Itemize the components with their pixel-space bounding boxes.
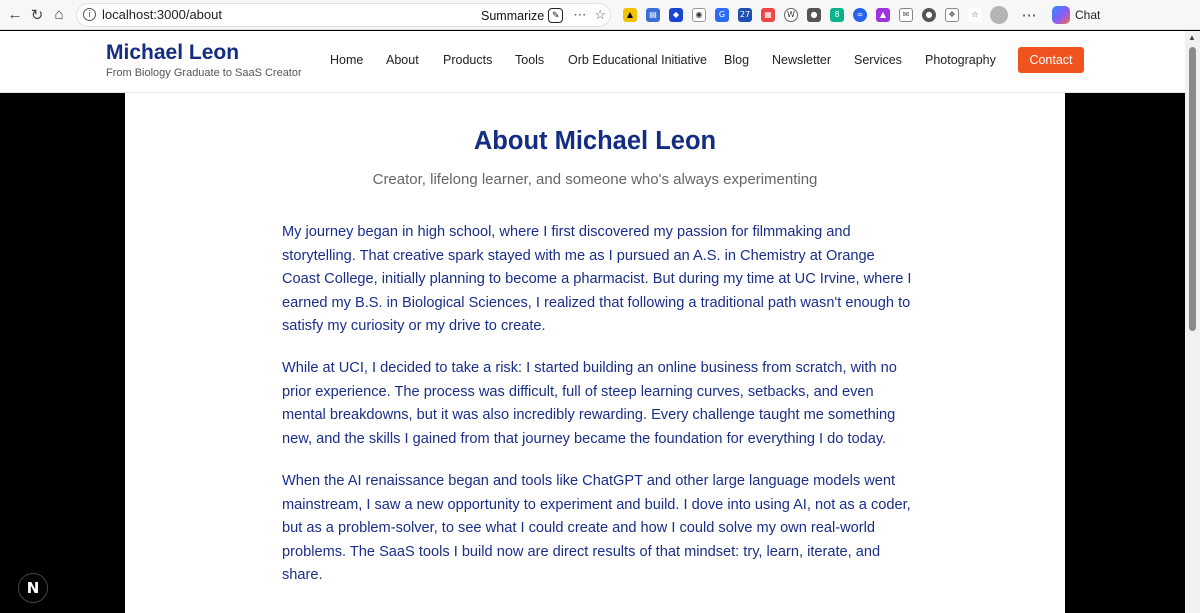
scrollbar-thumb[interactable]	[1189, 47, 1196, 331]
home-icon[interactable]: ⌂	[54, 6, 64, 23]
nav-products[interactable]: Products	[443, 53, 493, 67]
swirl-extension-icon[interactable]: ∞	[853, 8, 867, 22]
nav-home[interactable]: Home	[330, 53, 364, 67]
reload-icon[interactable]: ↻	[30, 6, 44, 24]
scroll-up-arrow-icon[interactable]: ▲	[1188, 33, 1196, 42]
favorite-star-icon[interactable]: ☆	[594, 6, 606, 22]
nav-tools[interactable]: Tools	[515, 53, 545, 67]
copilot-chat-button[interactable]	[1052, 6, 1100, 24]
page-scrollbar[interactable]	[1185, 31, 1200, 613]
chat-label: Chat	[1075, 7, 1101, 22]
about-paragraph: When the AI renaissance began and tools like ChatGPT and other large language models went mainstream, I saw a new opportunity to experiment and build. I dove into using AI, not as a coder, but as a problem-solver, to see what I could create and how I could solve my own real-world problems. The SaaS tools I build now are direct results of that mindset: try, learn, iterate, and share.	[282, 473, 911, 583]
more-menu-icon[interactable]: ⋯	[1021, 6, 1037, 24]
url-text[interactable]: localhost:3000/about	[102, 7, 222, 22]
summarize-button[interactable]	[481, 7, 563, 25]
page-title: About Michael Leon	[473, 127, 717, 155]
nav-photography[interactable]: Photography	[925, 53, 996, 67]
summarize-icon: ✎	[548, 8, 563, 23]
extensions-bar	[623, 8, 982, 22]
site-tagline: From Biology Graduate to SaaS Creator	[106, 67, 302, 79]
about-paragraph: While at UCI, I decided to take a risk: I started building an online business from scratch, with no prior experience. The process was difficult, full of steep learning curves, setbacks, and even mental breakdowns, but it was also incredibly rewarding. Every challenge taught me something new, and the skills I gained from that journey became the foundation for everything I do today.	[282, 360, 897, 447]
grid-extension-icon[interactable]: ▦	[761, 8, 775, 22]
site-header	[0, 31, 1185, 93]
purple-extension-icon[interactable]: ▲	[876, 8, 890, 22]
address-bar[interactable]	[76, 3, 611, 27]
calendar-badge: 27	[739, 10, 751, 19]
nextjs-dev-indicator-icon[interactable]: N	[18, 573, 48, 603]
nav-services[interactable]: Services	[854, 53, 902, 67]
ext-badge: 8	[834, 10, 840, 19]
about-paragraph: My journey began in high school, where I first discovered my passion for filmmaking and storytelling. That creative spark stayed with me as I pursued an A.S. in Chemistry at Orange Coast College, initially planning to become a pharmacist. But during my time at UC Irvine, where I earned my B.S. in Biological Sciences, I realized that following a traditional path wasn't enough to satisfy my curiosity or my drive to create.	[282, 224, 912, 334]
nav-blog[interactable]: Blog	[724, 53, 750, 67]
bitwarden-icon[interactable]: ◆	[669, 8, 683, 22]
site-logo[interactable]: Michael Leon	[106, 41, 240, 64]
about-content	[125, 93, 1065, 613]
favorites-icon[interactable]: ☆	[968, 8, 982, 22]
summarize-label: Summarize	[481, 8, 545, 23]
incognito-icon[interactable]: ◉	[692, 8, 706, 22]
mail-icon[interactable]: ✉	[899, 8, 913, 22]
contact-button[interactable]: Contact	[1018, 47, 1084, 73]
dark-circle-extension-icon[interactable]: ●	[922, 8, 936, 22]
extension-calendar-small-icon[interactable]: ▤	[646, 8, 660, 22]
eight-extension-icon[interactable]	[830, 8, 844, 22]
camera-icon[interactable]: ●	[807, 8, 821, 22]
calendar-icon[interactable]	[738, 8, 752, 22]
nav-about[interactable]: About	[386, 53, 419, 67]
more-page-actions-icon[interactable]: ⋯	[573, 6, 587, 22]
page-subtitle: Creator, lifelong learner, and someone who's always experimenting	[372, 171, 818, 188]
translate-icon[interactable]: G	[715, 8, 729, 22]
back-icon[interactable]: ←	[7, 6, 23, 23]
extension-a-icon[interactable]: ▲	[623, 8, 637, 22]
nav-orb-educational-initiative[interactable]: Orb Educational Initiative	[568, 53, 707, 67]
info-icon[interactable]: i	[83, 8, 96, 21]
browser-toolbar	[0, 0, 1200, 30]
copilot-icon	[1052, 6, 1070, 24]
nav-newsletter[interactable]: Newsletter	[772, 53, 832, 67]
extensions-icon[interactable]: ❖	[945, 8, 959, 22]
w-extension-icon[interactable]: W	[784, 8, 798, 22]
profile-avatar-icon[interactable]	[990, 6, 1008, 24]
